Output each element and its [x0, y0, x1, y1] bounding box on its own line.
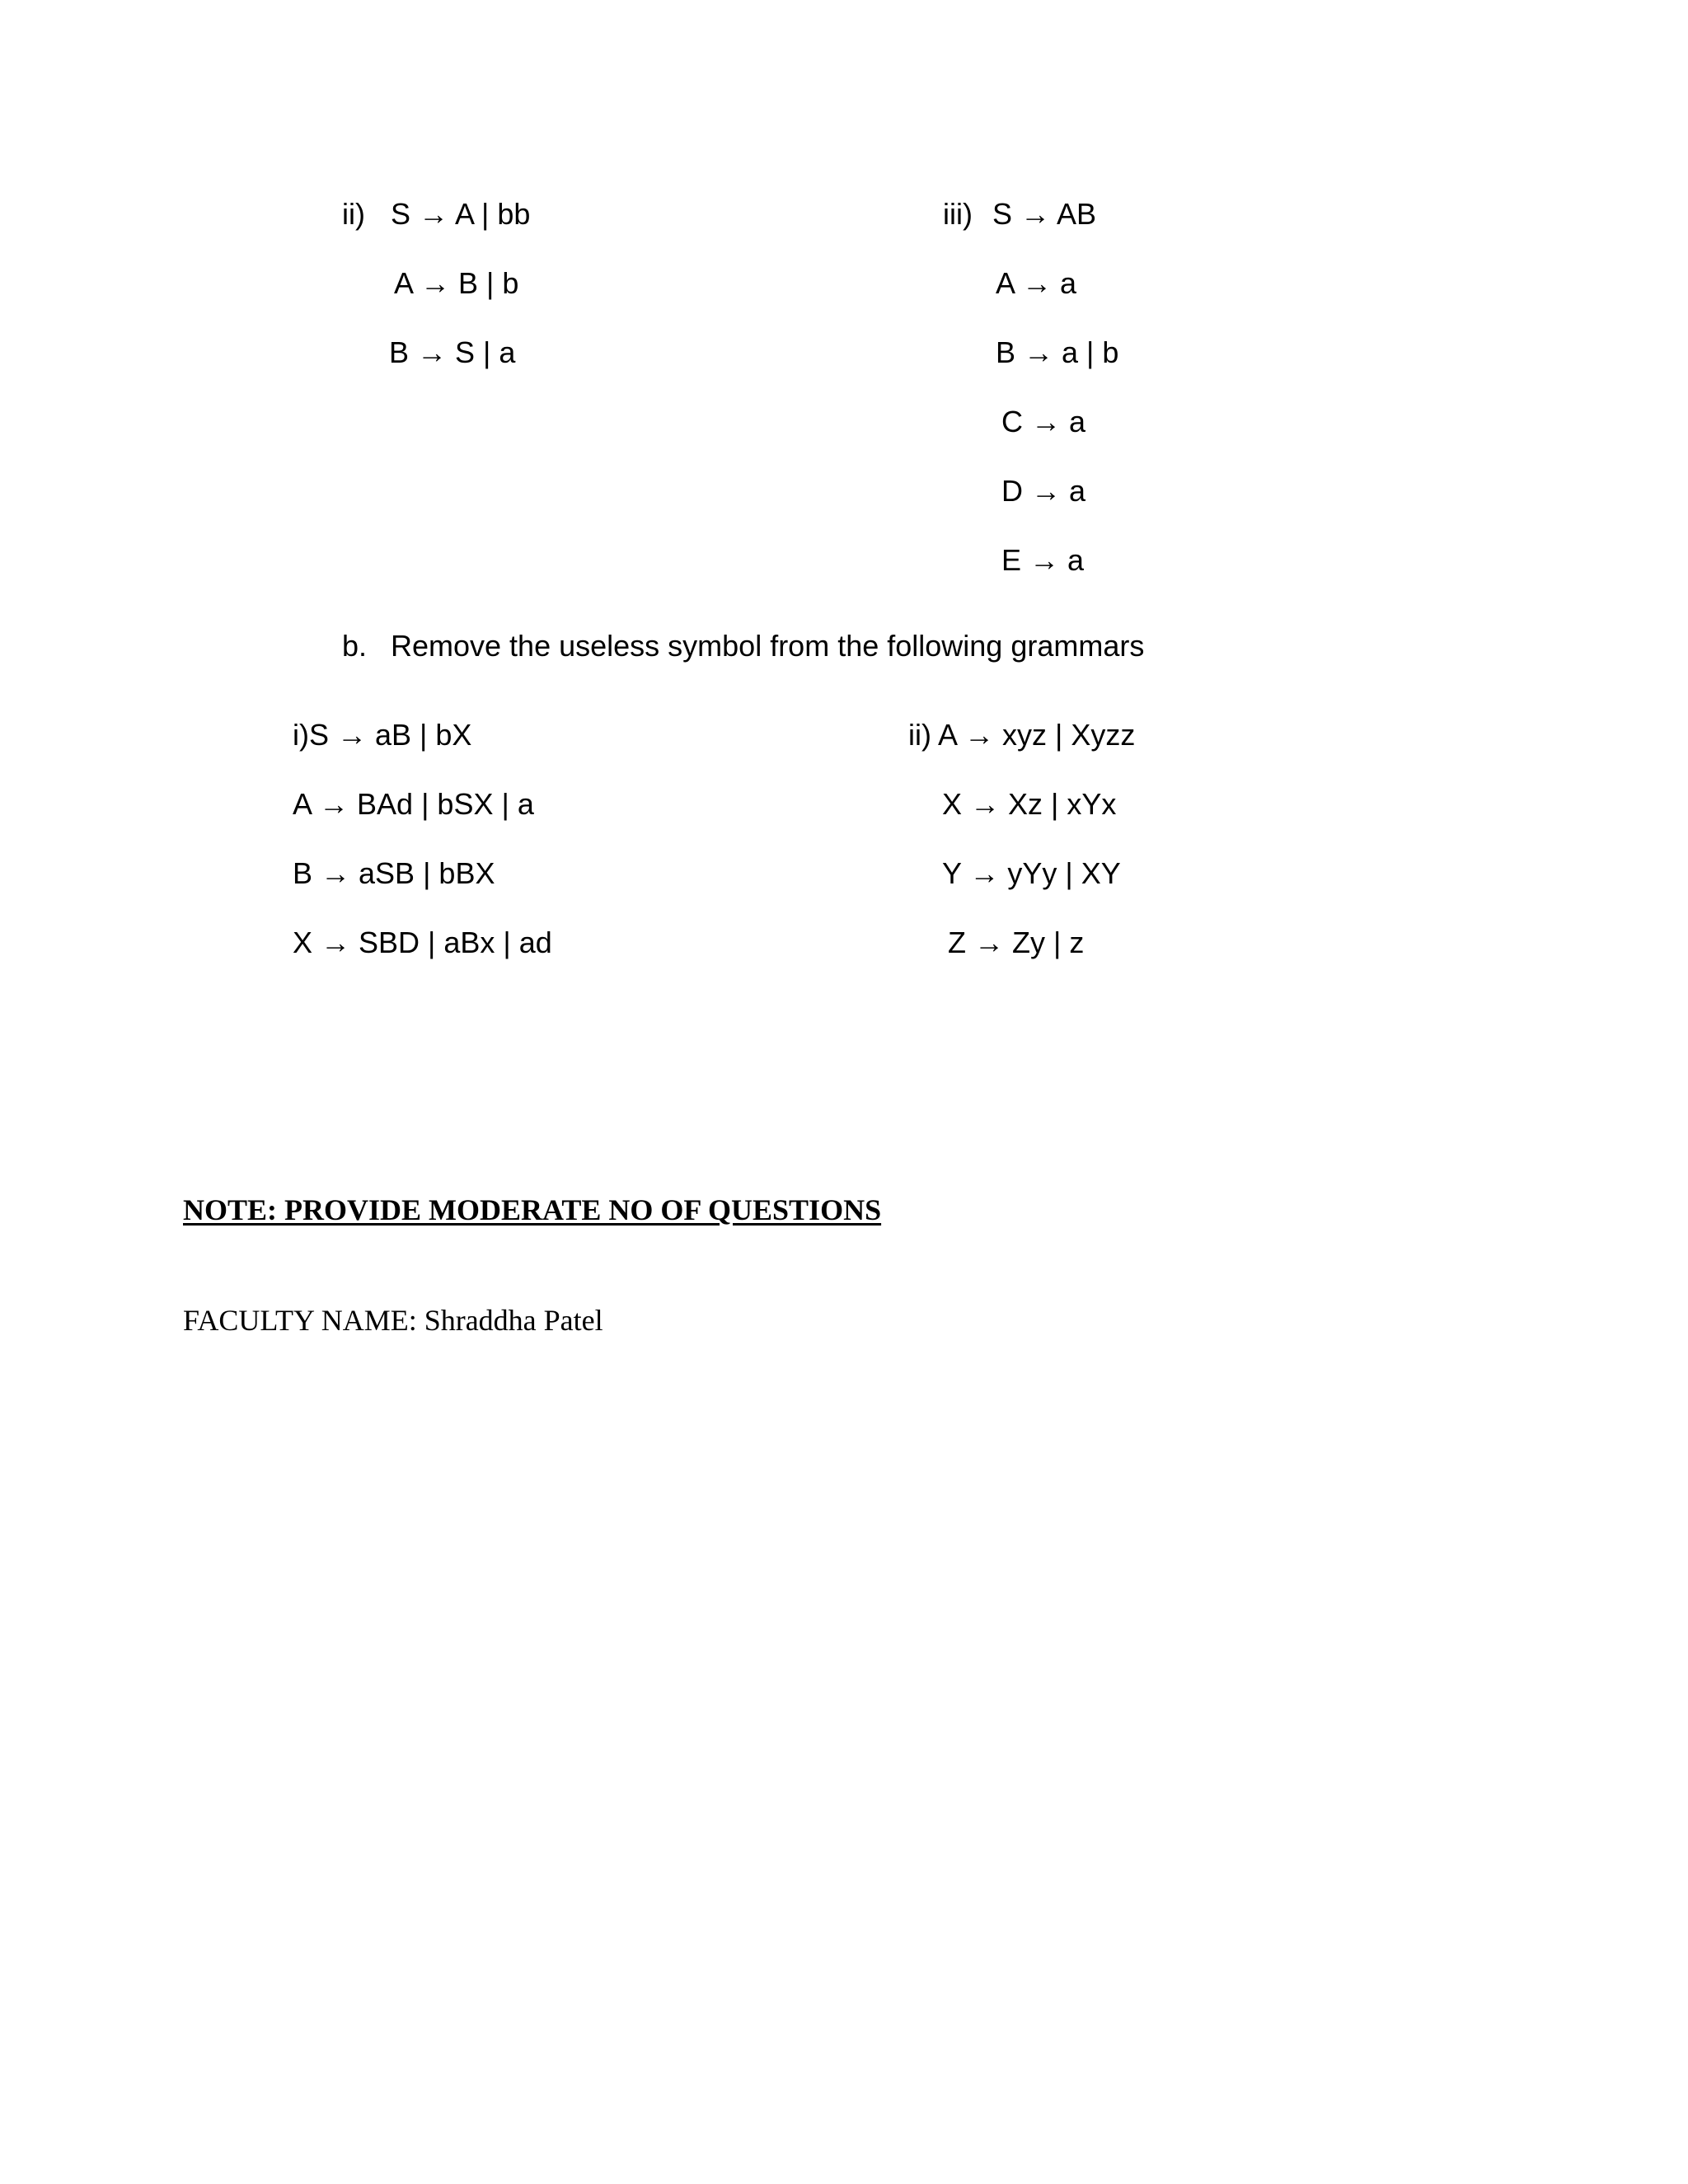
grammar-ii-b-rule: Y → yYy | XY: [942, 856, 1121, 890]
grammar-iii-rule: E → a: [1001, 543, 1085, 577]
grammar-i-b-rule: B → aSB | bBX: [293, 856, 495, 890]
grammar-ii-b-rule: Z → Zy | z: [948, 926, 1085, 959]
note-heading: NOTE: PROVIDE MODERATE NO OF QUESTIONS: [183, 1193, 882, 1226]
faculty-name: FACULTY NAME: Shraddha Patel: [183, 1304, 603, 1337]
grammar-ii-rule: S → A | bb: [391, 197, 531, 231]
question-b-text: Remove the useless symbol from the following grammars: [391, 629, 1145, 663]
grammar-iii-rule: S → AB: [992, 197, 1097, 231]
grammar-iii-rule: A → a: [996, 266, 1077, 300]
grammar-ii-b-rule: ii) A → xyz | Xyzz: [908, 718, 1136, 752]
grammar-i-b-rule: A → BAd | bSX | a: [293, 787, 534, 821]
grammar-iii-rule: B → a | b: [996, 335, 1119, 369]
question-b-label: b.: [342, 629, 368, 663]
grammar-i-b-rule: X → SBD | aBx | ad: [293, 926, 552, 959]
grammar-ii-rule: B → S | a: [389, 335, 516, 369]
grammar-i-b-rule: i)S → aB | bX: [293, 718, 472, 752]
grammar-ii-rule: A → B | b: [394, 266, 519, 300]
grammar-iii-rule: D → a: [1001, 474, 1086, 508]
grammar-iii-label: iii): [943, 197, 973, 231]
grammar-iii-rule: C → a: [1001, 405, 1086, 438]
grammar-ii-b-rule: X → Xz | xYx: [942, 787, 1117, 821]
grammar-ii-label: ii): [342, 197, 365, 231]
